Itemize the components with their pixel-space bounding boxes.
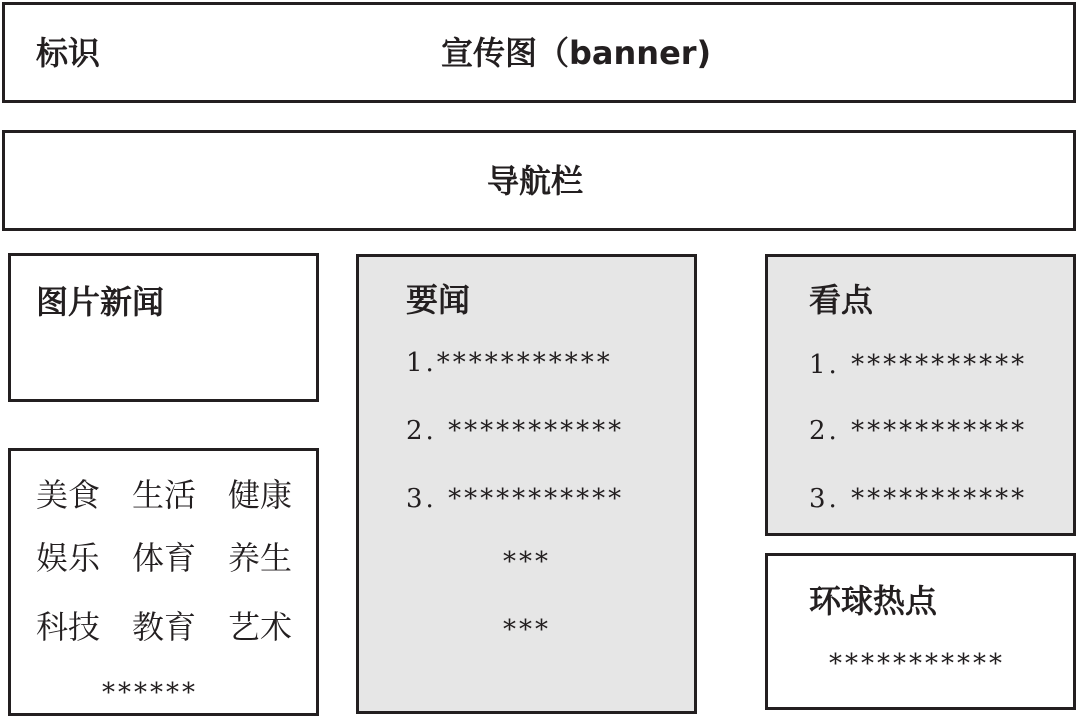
headlines-more: *** (503, 615, 551, 645)
global-hot-title: 环球热点 (809, 582, 938, 620)
global-hot-block (765, 553, 1076, 710)
category-item: 艺术 (228, 608, 293, 646)
highlight-item: 1. *********** (809, 350, 1028, 380)
category-item: 娱乐 (36, 539, 101, 577)
category-item: 科技 (36, 608, 101, 646)
headline-item: 2. *********** (406, 416, 625, 446)
photo-news-block (8, 253, 319, 402)
highlight-item: 3. *********** (809, 484, 1028, 514)
headline-item: 1.*********** (406, 348, 613, 378)
banner-label: 宣传图（banner) (441, 34, 712, 72)
category-item: 养生 (228, 539, 293, 577)
highlights-title: 看点 (809, 281, 874, 319)
nav-bar-label: 导航栏 (487, 162, 584, 200)
category-item: 健康 (228, 476, 293, 514)
category-item: 体育 (132, 539, 197, 577)
category-item: 生活 (132, 476, 197, 514)
category-item: 美食 (36, 476, 101, 514)
headlines-title: 要闻 (406, 281, 471, 319)
highlight-item: 2. *********** (809, 416, 1028, 446)
categories-more: ****** (102, 678, 198, 708)
global-hot-item: *********** (829, 649, 1005, 679)
photo-news-title: 图片新闻 (36, 283, 165, 321)
headlines-more: *** (503, 547, 551, 577)
logo-label: 标识 (36, 34, 101, 72)
category-item: 教育 (132, 608, 197, 646)
headline-item: 3. *********** (406, 484, 625, 514)
